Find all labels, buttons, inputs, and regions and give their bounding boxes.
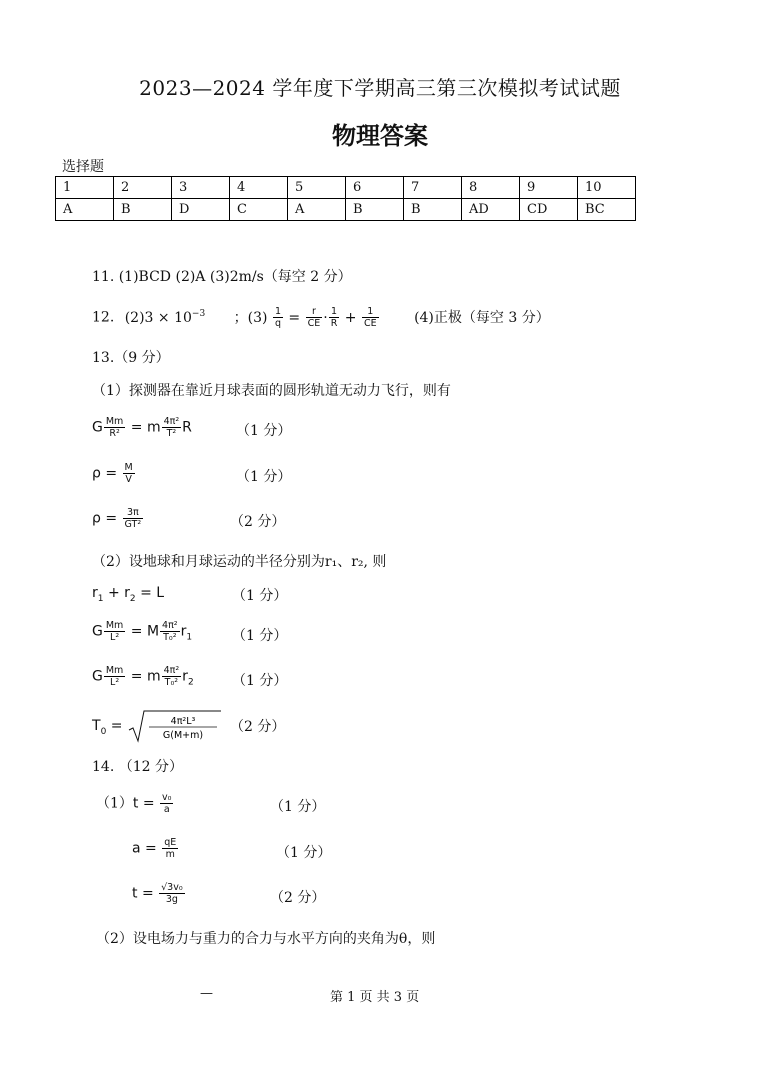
- score-label: （1 分）: [236, 423, 292, 439]
- exam-title: 2023—2024 学年度下学期高三第三次模拟考试试题: [139, 76, 621, 100]
- table-cell: 3: [172, 177, 230, 199]
- formula-radius-sum: $r_1 + r_2 = L$: [92, 585, 165, 604]
- table-cell: 7: [404, 177, 462, 199]
- score-label: （2 分）: [230, 719, 286, 735]
- score-label: （1 分）: [236, 469, 292, 485]
- score-label: （2 分）: [230, 514, 286, 530]
- q12-part3-prefix: ；(3): [233, 309, 268, 326]
- formula-moon-orbit: G $\frac{Mm}{\text{L²}}$ = m $\frac{\text{4π²}}{\text{T₀²}}$ $r_2$: [92, 665, 194, 688]
- table-cell: 6: [346, 177, 404, 199]
- table-cell: 8: [462, 177, 520, 199]
- table-row-answers: [56, 199, 636, 221]
- choice-section-label: 选择题: [62, 159, 104, 175]
- formula-period: $T_0$ = 4π²L³ G(M+m): [92, 708, 223, 744]
- table-cell: AD: [462, 199, 520, 221]
- table-cell: C: [230, 199, 288, 221]
- formula-acceleration: a = $\frac{qE}{m}$: [132, 837, 177, 860]
- q12-part4: (4)正极（每空 3 分）: [414, 309, 550, 326]
- table-row-numbers: [56, 177, 636, 199]
- table-cell: B: [404, 199, 462, 221]
- q13-part1-text: （1）探测器在靠近月球表面的圆形轨道无动力飞行，则有: [92, 383, 451, 399]
- score-label: （1 分）: [232, 673, 288, 689]
- score-label: （2 分）: [270, 890, 326, 906]
- table-cell: B: [346, 199, 404, 221]
- formula-time-result: t = $\frac{\text{√3v₀}}{3g}$: [132, 882, 183, 905]
- score-label: （1 分）: [270, 799, 326, 815]
- table-cell: A: [288, 199, 346, 221]
- table-cell: CD: [520, 199, 578, 221]
- score-label: （1 分）: [232, 588, 288, 604]
- formula-density-result: ρ = $\frac{3\pi}{\text{GT²}}$: [92, 507, 142, 530]
- table-cell: 2: [114, 177, 172, 199]
- table-cell: B: [114, 199, 172, 221]
- q12-number: 12.: [92, 309, 115, 326]
- svg-text:4π²L³: 4π²L³: [170, 716, 196, 727]
- answer-subtitle: 物理答案: [332, 121, 428, 150]
- q11-answer: 11. (1)BCD (2)A (3)2m/s（每空 2 分）: [92, 269, 352, 285]
- q14-part2-text: （2）设电场力与重力的合力与水平方向的夹角为θ，则: [96, 931, 436, 947]
- formula-gravity-orbit: G $\frac{Mm}{\text{R²}}$ = m $\frac{\text{4π²}}{\text{T²}}$ R: [92, 416, 192, 439]
- sqrt-sign-icon: [127, 708, 223, 744]
- q12-formula: $\frac{1}{q}$ = $\frac{r}{CE}$ · $\frac{1}{R}$ + $\frac{1}{CE}$: [274, 306, 377, 329]
- score-label: （1 分）: [276, 845, 332, 861]
- footer-dash: —: [200, 986, 213, 1001]
- table-cell: A: [56, 199, 114, 221]
- formula-time: （1）t = $\frac{\text{v₀}}{a}$: [96, 792, 172, 815]
- table-cell: 4: [230, 177, 288, 199]
- table-cell: 9: [520, 177, 578, 199]
- q12-answer: [92, 306, 550, 329]
- q14-heading: 14. （12 分）: [92, 759, 183, 775]
- svg-text:G(M+m): G(M+m): [162, 730, 204, 741]
- q13-part2-text: （2）设地球和月球运动的半径分别为r₁、r₂, 则: [92, 554, 387, 570]
- table-cell: BC: [578, 199, 636, 221]
- score-label: （1 分）: [232, 628, 288, 644]
- table-cell: 5: [288, 177, 346, 199]
- table-cell: 10: [578, 177, 636, 199]
- formula-density: ρ = $\frac{M}{V}$: [92, 462, 133, 485]
- q13-heading: 13.（9 分）: [92, 350, 170, 366]
- table-cell: 1: [56, 177, 114, 199]
- choice-answer-table: [55, 176, 636, 221]
- page-number: 第 1 页 共 3 页: [330, 990, 420, 1005]
- q12-exponent: −3: [191, 308, 206, 319]
- formula-earth-orbit: G $\frac{Mm}{\text{L²}}$ = M $\frac{\text{4π²}}{\text{T₀²}}$ $r_1$: [92, 620, 193, 643]
- table-cell: D: [172, 199, 230, 221]
- q12-part2: (2)3 × 10: [124, 309, 192, 326]
